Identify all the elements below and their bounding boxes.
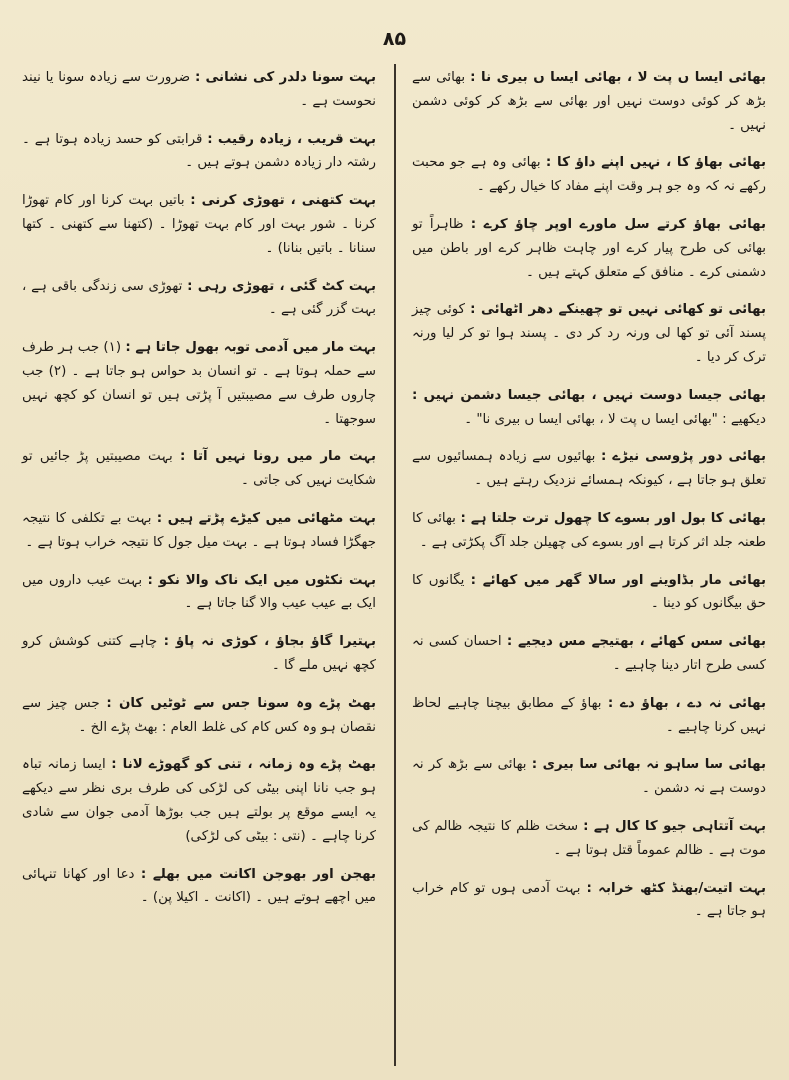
proverb-headword: بہت آتتاہی جیو کا کال ہے :: [583, 818, 766, 834]
proverb-entry: [22, 275, 376, 323]
right-column: [412, 66, 766, 938]
proverb-headword: بھائی دور پڑوسی نیڑے :: [601, 449, 766, 465]
proverb-definition: بھائی سے بڑھ کر نہ دوست ہے نہ دشمن ۔: [412, 757, 766, 797]
proverb-definition: جس چیز سے نقصان ہو وہ کس کام کی غلط العام : بھٹ پڑے الخ ۔: [22, 695, 376, 735]
proverb-entry: [22, 863, 376, 911]
proverb-entry: [412, 445, 766, 493]
proverb-definition: کوئی چیز پسند آئی تو کھا لی ورنہ رد کر دی ۔ پسند ہوا تو کر لیا ورنہ ترک کر دیا ۔: [412, 302, 766, 365]
proverb-definition: ضرورت سے زیادہ سونا یا نیند نحوست ہے ۔: [22, 70, 376, 109]
proverb-definition: باتیں بہت کرنا اور کام تھوڑا کرنا ۔ شور بہت اور کام بہت تھوڑا ۔ (کتھنا سے کتھنی ۔ کتھا سنانا ۔ باتیں بنانا) ۔: [22, 193, 376, 256]
proverb-definition: بہت عیب داروں میں ایک بے عیب عیب والا گنا جاتا ہے ۔: [22, 572, 376, 612]
proverb-definition: بھائیوں سے زیادہ ہمسائیوں سے تعلق ہو جاتا ہے ، کیونکہ ہمسائے نزدیک رہتے ہیں ۔: [412, 449, 766, 489]
proverb-entry: [412, 630, 766, 678]
proverb-headword: بہتیرا گاؤ بجاؤ ، کوڑی نہ پاؤ :: [163, 634, 376, 650]
proverb-entry: [412, 384, 766, 432]
proverb-definition: ظاہراً تو بھائی کی طرح پیار کرے اور چاہت ظاہر کرے اور باطن میں دشمنی کرے ۔ منافق کے متعلق کہتے ہیں ۔: [412, 216, 766, 280]
proverb-entry: [412, 507, 766, 555]
proverb-entry: [412, 66, 766, 137]
proverb-definition: بہت بے تکلفی کا نتیجہ جھگڑا فساد ہوتا ہے ۔ بہت میل جول کا نتیجہ خراب ہوتا ہے ۔: [22, 510, 376, 550]
proverb-definition: ایسا زمانہ تباہ ہو جب نانا اپنی بیٹی کی لڑکی کی طرف بری نظر سے دیکھے یہ ایسے موقع پر بولتے ہیں جب بوڑھا آدمی جوان سے شادی کرنا چاہے ۔ (نتی : بیٹی کی لڑکی): [22, 757, 376, 844]
proverb-headword: بہت مار میں آدمی توبہ بھول جاتا ہے :: [125, 340, 376, 356]
proverb-definition: بھاؤ کے مطابق بیچنا چاہیے لحاظ نہیں کرنا چاہیے ۔: [412, 695, 766, 735]
proverb-definition: دیکھیے : "بھائی ایسا ں پت لا ، بھائی ایسا ں بیری نا" ۔: [464, 411, 766, 427]
proverb-definition: بھائی کا طعنہ جلد اثر کرتا ہے اور بسوے کی چھیلن جلد آگ پکڑتی ہے ۔: [412, 510, 766, 550]
proverb-definition: بہت آدمی ہوں تو کام خراب ہو جاتا ہے ۔: [412, 880, 766, 920]
left-column: [22, 66, 376, 924]
proverb-definition: یگانوں کا حق بیگانوں کو دینا ۔: [412, 572, 766, 612]
proverb-entry: [22, 189, 376, 260]
proverb-entry: [412, 877, 766, 925]
proverb-entry: [412, 298, 766, 369]
proverb-entry: [22, 630, 376, 678]
proverb-headword: بھائی بھاؤ کا ، نہیں اپنے داؤ کا :: [545, 155, 766, 171]
proverb-entry: [412, 213, 766, 284]
proverb-headword: بہت کٹ گئی ، تھوڑی رہی :: [187, 278, 376, 294]
proverb-headword: بہت مٹھائی میں کیڑے پڑتے ہیں :: [156, 510, 376, 526]
proverb-entry: [412, 815, 766, 863]
proverb-headword: بھائی سا ساہو نہ بھائی سا بیری :: [531, 757, 767, 773]
proverb-headword: بہت مار میں رونا نہیں آتا :: [179, 449, 377, 465]
proverb-entry: [412, 151, 766, 199]
proverb-definition: قرابتی کو حسد زیادہ ہوتا ہے ۔ رشتہ دار زیادہ دشمن ہوتے ہیں ۔: [22, 131, 376, 171]
proverb-headword: بہت کتھنی ، تھوڑی کرنی :: [190, 193, 376, 209]
proverb-definition: سخت ظلم کا نتیجہ ظالم کی موت ہے ۔ ظالم عموماً قتل ہوتا ہے ۔: [412, 818, 766, 858]
proverb-definition: تھوڑی سی زندگی باقی ہے ، بہت گزر گئی ہے ۔: [22, 278, 376, 318]
page-number: ۸۵: [382, 28, 407, 50]
proverb-definition: بھائی وہ ہے جو محبت رکھے نہ کہ وہ جو ہر وقت اپنے مفاد کا خیال رکھے ۔: [412, 155, 766, 195]
proverb-definition: بھائی سے بڑھ کر کوئی دوست نہیں اور بھائی سے بڑھ کر کوئی دشمن نہیں ۔: [412, 70, 766, 133]
proverb-entry: [22, 753, 376, 848]
proverb-entry: [22, 128, 376, 176]
proverb-entry: [22, 445, 376, 493]
proverb-headword: بہت سونا دلدر کی نشانی :: [194, 70, 376, 85]
proverb-headword: بھائی تو کھائی نہیں تو چھینکے دھر اٹھائی :: [470, 302, 766, 318]
proverb-entry: [412, 569, 766, 617]
proverb-definition: دعا اور کھانا تنہائی میں اچھے ہوتے ہیں ۔ (اکانت ۔ اکیلا پن) ۔: [22, 866, 376, 906]
proverb-entry: [22, 692, 376, 740]
proverb-entry: [22, 336, 376, 431]
proverb-headword: بھٹ پڑے وہ زمانہ ، تنی کو گھوڑے لانا :: [111, 757, 376, 773]
proverb-headword: بھائی ایسا ں پت لا ، بھائی ایسا ں بیری نا :: [470, 70, 766, 85]
column-divider: [394, 64, 396, 1066]
proverb-headword: بہت قریب ، زیادہ رقیب :: [207, 131, 376, 147]
proverb-definition: چاہے کتنی کوشش کرو کچھ نہیں ملے گا ۔: [22, 634, 376, 673]
proverb-headword: بھٹ پڑے وہ سونا جس سے ٹوٹیں کان :: [106, 695, 376, 711]
proverb-definition: بہت مصیبتیں پڑ جائیں تو شکایت نہیں کی جاتی ۔: [22, 449, 376, 489]
proverb-entry: [22, 507, 376, 555]
proverb-entry: [412, 692, 766, 740]
proverb-headword: بھائی کا بول اور بسوے کا چھول ترت جلتا ہے :: [460, 510, 766, 526]
proverb-headword: بہت اتیت/بھنڈ کٹھ خرابہ :: [586, 880, 766, 896]
proverb-entry: [412, 753, 766, 801]
proverb-definition: احسان کسی نہ کسی طرح اتار دینا چاہیے ۔: [412, 634, 766, 673]
proverb-headword: بہت نکٹوں میں ایک ناک والا نکو :: [147, 572, 376, 588]
proverb-headword: بھائی سس کھائے ، بھتیجے مس دیجیے :: [506, 634, 766, 650]
proverb-entry: [22, 66, 376, 114]
proverb-headword: بھائی نہ دے ، بھاؤ دے :: [607, 695, 766, 711]
proverb-headword: بھائی جیسا دوست نہیں ، بھائی جیسا دشمن نہیں :: [412, 387, 766, 403]
proverb-headword: بھائی بھاؤ کرتے سل ماورے اوپر چاؤ کرے :: [470, 216, 767, 232]
proverb-headword: بھجن اور بھوجن اکانت میں بھلے :: [140, 866, 376, 882]
proverb-headword: بھائی مار بڈاوینے اور سالا گھر میں کھائے :: [470, 572, 766, 588]
proverb-entry: [22, 569, 376, 617]
proverb-definition: (۱) جب ہر طرف سے حملہ ہوتا ہے ۔ تو انسان بد حواس ہو جاتا ہے ۔ (۲) جب چاروں طرف سے مصیبتیں آ پڑتی ہیں تو انسان کو کچھ نہیں سوجھتا ۔: [22, 340, 376, 427]
